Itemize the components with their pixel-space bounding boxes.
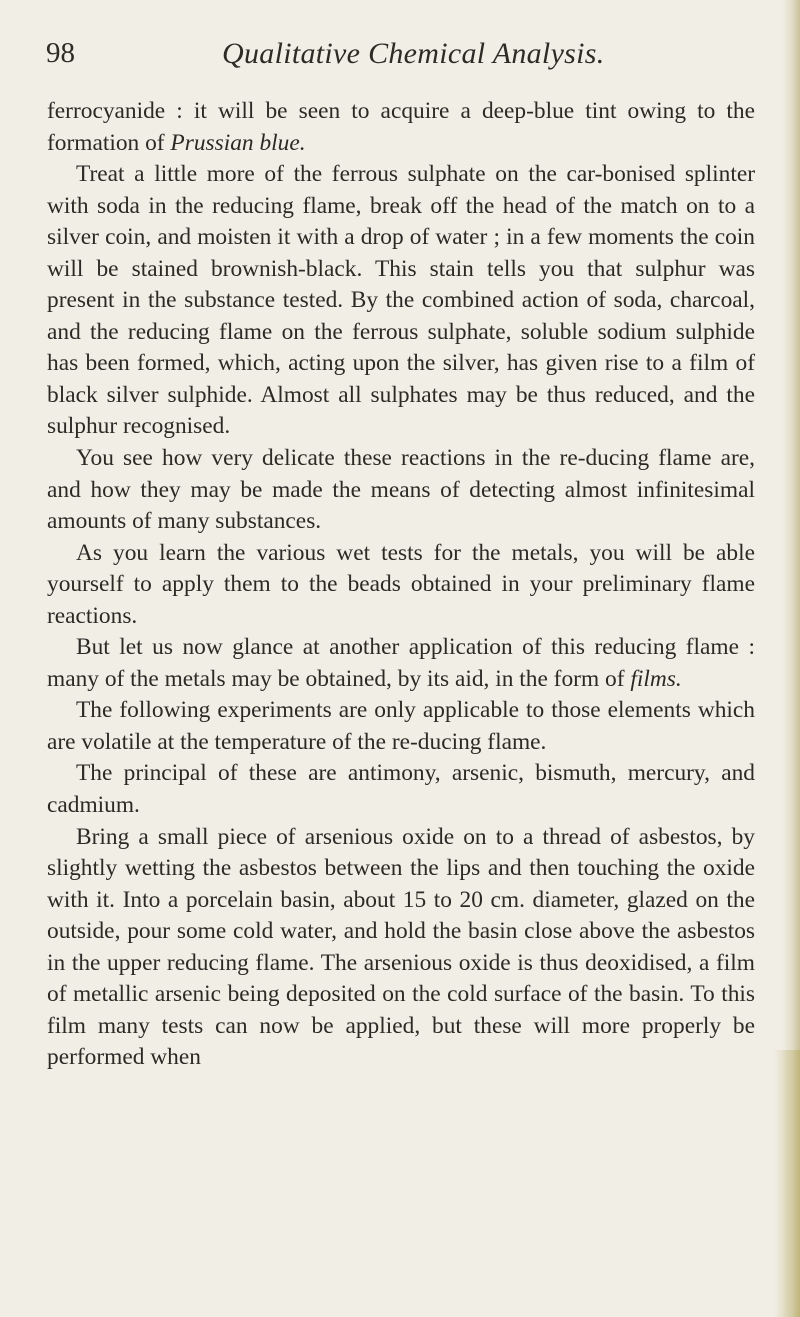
page-header [46, 37, 766, 77]
paragraph-7 [47, 758, 755, 821]
italic-term-prussian-blue: Prussian blue. [170, 129, 306, 156]
paragraph-text: Bring a small piece of arsenious oxide on to a thread of asbestos, by slightly wetting the asbestos between the lips and then touching the oxide with it. Into a porcelain basin, about 15 to 20 cm. diameter, glazed on the outside, pour some cold water, and hold the basin close above the asbestos in the upper reducing flame. The arsenious oxide is thus deoxidised, a film of metallic arsenic being deposited on the cold surface of the basin. To this film many tests can now be applied, but these will more properly be performed when [47, 823, 755, 1071]
paragraph-4 [47, 538, 755, 633]
paragraph-text: ferrocyanide : it will be seen to acquire a deep-blue tint owing to the formation of [47, 98, 755, 156]
body-text [47, 96, 755, 1074]
paragraph-2 [47, 159, 755, 443]
paragraph-6 [47, 695, 755, 758]
paragraph-8 [47, 822, 755, 1074]
italic-term-films: films. [630, 665, 682, 692]
running-title: Qualitative Chemical Analysis. [222, 37, 605, 70]
paragraph-text: But let us now glance at another application of this reducing flame : many of the metals may be obtained, by its aid, in the form of [47, 634, 755, 692]
paragraph-text: The following experiments are only applicable to those elements which are volatile at the temperature of the re-ducing flame. [47, 697, 755, 755]
paragraph-text: The principal of these are antimony, arsenic, bismuth, mercury, and cadmium. [47, 760, 755, 819]
paragraph-text: You see how very delicate these reactions in the re-ducing flame are, and how they may be made the means of detecting almost infinitesimal amounts of many substances. [47, 445, 755, 535]
page-number: 98 [46, 37, 75, 69]
paragraph-5 [47, 632, 755, 695]
paragraph-1 [47, 96, 755, 159]
paragraph-3 [47, 443, 755, 538]
page-edge-stain [774, 1050, 800, 1317]
paragraph-text: Treat a little more of the ferrous sulphate on the car-bonised splinter with soda in the reducing flame, break off the head of the match on to a silver coin, and moisten it with a drop of water ; in a few moments the coin will be stained brownish-black. This stain tells you that sulphur was present in the substance tested. By the combined action of soda, charcoal, and the reducing flame on the ferrous sulphate, soluble sodium sulphide has been formed, which, acting upon the silver, has given rise to a film of black silver sulphide. Almost all sulphates may be thus reduced, and the sulphur recognised. [47, 161, 755, 440]
paragraph-text: As you learn the various wet tests for the metals, you will be able yourself to apply them to the beads obtained in your preliminary flame reactions. [47, 539, 755, 629]
